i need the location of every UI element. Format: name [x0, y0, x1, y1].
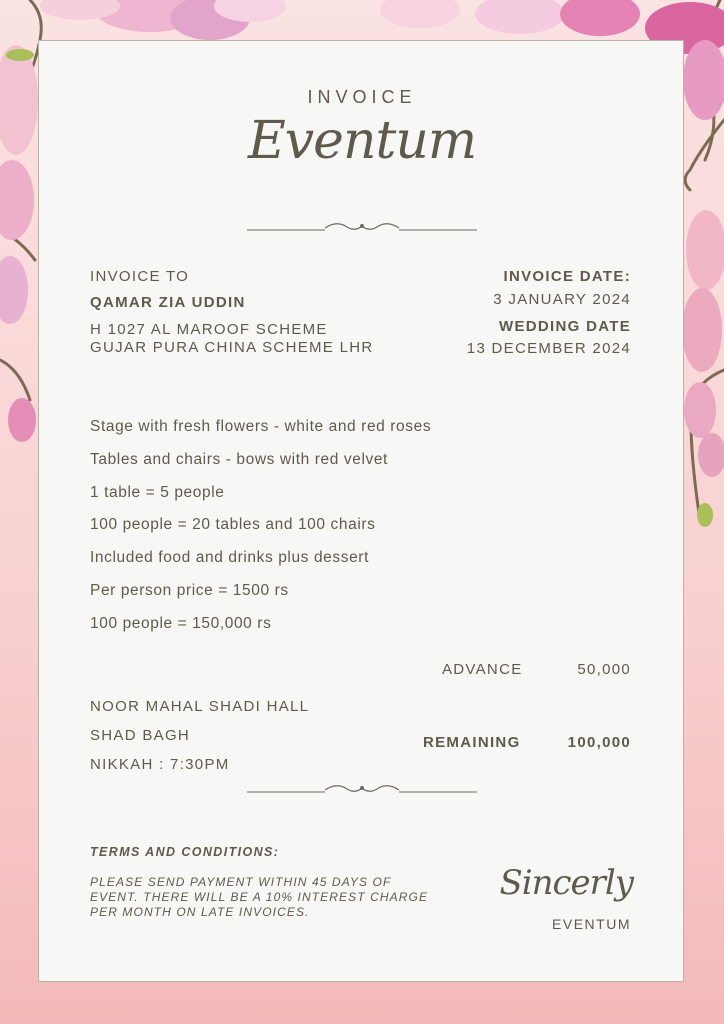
ornament-divider-bottom	[247, 782, 477, 796]
line-item: Tables and chairs - bows with red velvet	[90, 451, 388, 468]
client-address-line1: H 1027 AL MAROOF SCHEME	[90, 321, 328, 338]
remaining-label: REMAINING	[423, 734, 521, 751]
invoice-to-label: INVOICE TO	[90, 268, 190, 285]
invoice-heading: INVOICE	[307, 87, 417, 107]
venue-name: NOOR MAHAL SHADI HALL	[90, 698, 310, 715]
remaining-value: 100,000	[567, 734, 631, 751]
line-item: 100 people = 150,000 rs	[90, 615, 272, 632]
signature-script: Sincerly	[499, 863, 633, 903]
line-item: Included food and drinks plus dessert	[90, 549, 369, 566]
client-address-line2: GUJAR PURA CHINA SCHEME LHR	[90, 339, 374, 356]
ornament-divider-top	[247, 220, 477, 234]
invoice-date-value: 3 JANUARY 2024	[493, 291, 631, 308]
wedding-date-value: 13 DECEMBER 2024	[466, 340, 631, 357]
invoice-card	[38, 40, 684, 982]
invoice-date-label: INVOICE DATE:	[503, 268, 631, 285]
client-name: QAMAR ZIA UDDIN	[90, 294, 246, 311]
venue-area: SHAD BAGH	[90, 727, 191, 744]
line-item: Per person price = 1500 rs	[90, 582, 289, 599]
line-item: 100 people = 20 tables and 100 chairs	[90, 516, 376, 533]
advance-value: 50,000	[577, 661, 631, 678]
terms-text: PLEASE SEND PAYMENT WITHIN 45 DAYS OF EVENT. THERE WILL BE A 10% INTEREST CHARGE PER MONTH ON LATE INVOICES.	[90, 875, 429, 919]
wedding-date-label: WEDDING DATE	[499, 318, 631, 335]
signature-name: EVENTUM	[552, 916, 631, 932]
advance-label: ADVANCE	[442, 661, 523, 678]
line-item: Stage with fresh flowers - white and red roses	[90, 418, 432, 435]
line-item: 1 table = 5 people	[90, 484, 225, 501]
brand-logo-script: Eventum	[247, 111, 477, 171]
terms-heading: TERMS AND CONDITIONS:	[90, 845, 280, 859]
nikkah-time: NIKKAH : 7:30PM	[90, 756, 230, 773]
